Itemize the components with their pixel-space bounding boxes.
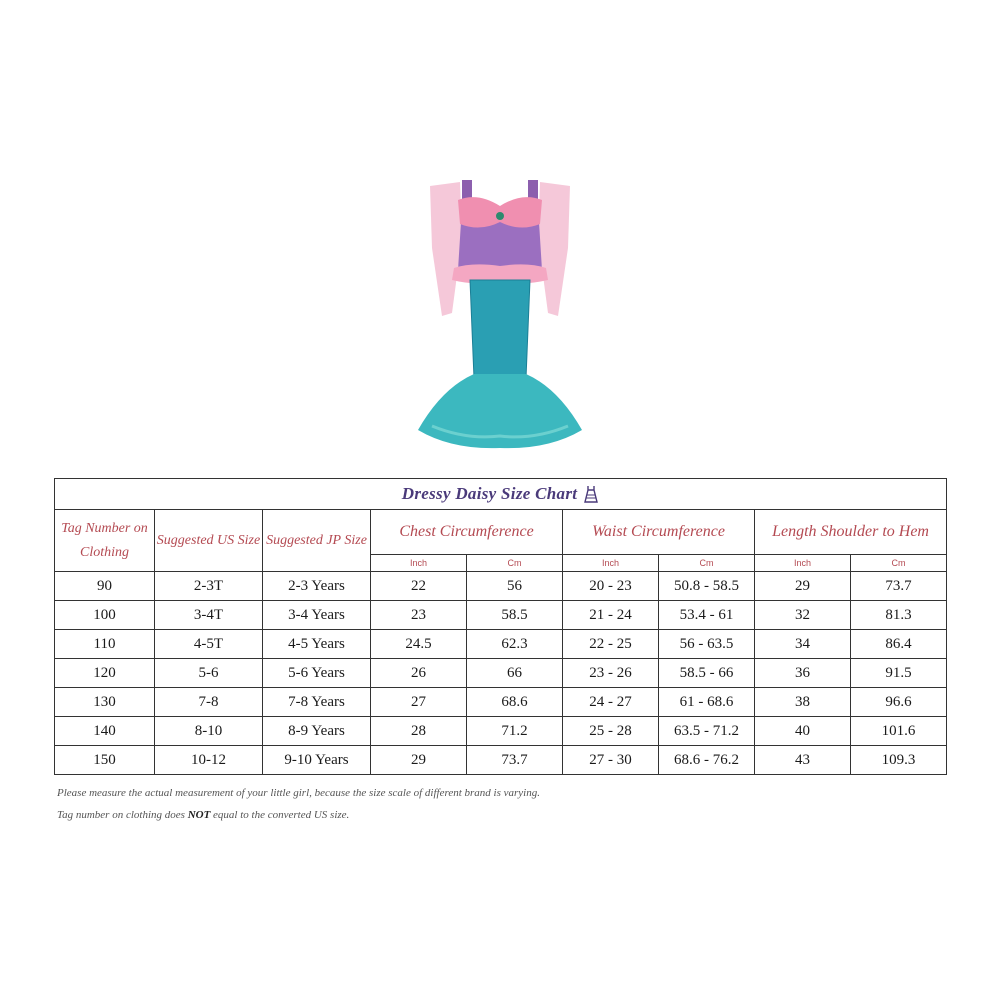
cell-length-inch: 40 bbox=[755, 717, 851, 746]
cell-waist-inch: 24 - 27 bbox=[563, 688, 659, 717]
unit-length-cm: Cm bbox=[851, 555, 947, 572]
cell-tag-number: 90 bbox=[55, 572, 155, 601]
table-row bbox=[55, 717, 947, 746]
chart-title: Dressy Daisy Size Chart bbox=[401, 484, 578, 503]
cell-us-size: 8-10 bbox=[155, 717, 263, 746]
cell-chest-cm: 68.6 bbox=[467, 688, 563, 717]
cell-jp-size: 3-4 Years bbox=[263, 601, 371, 630]
table-row bbox=[55, 746, 947, 775]
cell-jp-size: 9-10 Years bbox=[263, 746, 371, 775]
cell-waist-cm: 58.5 - 66 bbox=[659, 659, 755, 688]
cell-jp-size: 4-5 Years bbox=[263, 630, 371, 659]
cell-waist-cm: 61 - 68.6 bbox=[659, 688, 755, 717]
cell-waist-inch: 20 - 23 bbox=[563, 572, 659, 601]
cell-waist-cm: 68.6 - 76.2 bbox=[659, 746, 755, 775]
cell-jp-size: 8-9 Years bbox=[263, 717, 371, 746]
measure-note: Please measure the actual measurement of your little girl, because the size scale of different brand is varying. bbox=[57, 787, 540, 799]
cell-waist-inch: 22 - 25 bbox=[563, 630, 659, 659]
cell-chest-inch: 27 bbox=[371, 688, 467, 717]
cell-length-cm: 73.7 bbox=[851, 572, 947, 601]
size-chart-table bbox=[54, 478, 947, 775]
header-tag-number: Tag Number on Clothing bbox=[55, 510, 155, 572]
cell-us-size: 3-4T bbox=[155, 601, 263, 630]
cell-chest-cm: 56 bbox=[467, 572, 563, 601]
cell-jp-size: 2-3 Years bbox=[263, 572, 371, 601]
cell-chest-cm: 71.2 bbox=[467, 717, 563, 746]
cell-length-cm: 91.5 bbox=[851, 659, 947, 688]
cell-tag-number: 110 bbox=[55, 630, 155, 659]
product-image-mermaid-dress bbox=[412, 178, 588, 456]
cell-length-cm: 86.4 bbox=[851, 630, 947, 659]
cell-waist-inch: 25 - 28 bbox=[563, 717, 659, 746]
dress-icon bbox=[583, 485, 599, 503]
table-row bbox=[55, 630, 947, 659]
cell-tag-number: 100 bbox=[55, 601, 155, 630]
header-jp-size: Suggested JP Size bbox=[263, 510, 371, 572]
tag-note bbox=[57, 809, 349, 821]
unit-chest-cm: Cm bbox=[467, 555, 563, 572]
cell-jp-size: 7-8 Years bbox=[263, 688, 371, 717]
cell-waist-inch: 21 - 24 bbox=[563, 601, 659, 630]
chart-title-cell bbox=[55, 479, 947, 510]
cell-waist-inch: 27 - 30 bbox=[563, 746, 659, 775]
cell-waist-cm: 56 - 63.5 bbox=[659, 630, 755, 659]
cell-length-cm: 81.3 bbox=[851, 601, 947, 630]
tag-note-pre: Tag number on clothing does bbox=[57, 809, 188, 821]
cell-waist-inch: 23 - 26 bbox=[563, 659, 659, 688]
cell-length-inch: 34 bbox=[755, 630, 851, 659]
cell-waist-cm: 53.4 - 61 bbox=[659, 601, 755, 630]
cell-length-inch: 43 bbox=[755, 746, 851, 775]
cell-length-cm: 109.3 bbox=[851, 746, 947, 775]
unit-waist-cm: Cm bbox=[659, 555, 755, 572]
cell-chest-inch: 22 bbox=[371, 572, 467, 601]
size-chart-body bbox=[55, 572, 947, 775]
unit-waist-inch: Inch bbox=[563, 555, 659, 572]
cell-us-size: 10-12 bbox=[155, 746, 263, 775]
tag-note-emphasis: NOT bbox=[187, 809, 211, 821]
table-row bbox=[55, 601, 947, 630]
cell-chest-cm: 73.7 bbox=[467, 746, 563, 775]
unit-chest-inch: Inch bbox=[371, 555, 467, 572]
cell-length-cm: 96.6 bbox=[851, 688, 947, 717]
cell-length-cm: 101.6 bbox=[851, 717, 947, 746]
header-length: Length Shoulder to Hem bbox=[755, 510, 947, 555]
cell-chest-inch: 28 bbox=[371, 717, 467, 746]
cell-length-inch: 38 bbox=[755, 688, 851, 717]
cell-waist-cm: 63.5 - 71.2 bbox=[659, 717, 755, 746]
cell-tag-number: 120 bbox=[55, 659, 155, 688]
header-chest: Chest Circumference bbox=[371, 510, 563, 555]
cell-length-inch: 29 bbox=[755, 572, 851, 601]
cell-jp-size: 5-6 Years bbox=[263, 659, 371, 688]
unit-length-inch: Inch bbox=[755, 555, 851, 572]
tag-note-post: equal to the converted US size. bbox=[210, 809, 350, 821]
cell-tag-number: 130 bbox=[55, 688, 155, 717]
cell-tag-number: 150 bbox=[55, 746, 155, 775]
cell-chest-inch: 29 bbox=[371, 746, 467, 775]
cell-us-size: 5-6 bbox=[155, 659, 263, 688]
cell-chest-cm: 58.5 bbox=[467, 601, 563, 630]
cell-chest-cm: 66 bbox=[467, 659, 563, 688]
cell-chest-inch: 24.5 bbox=[371, 630, 467, 659]
cell-us-size: 2-3T bbox=[155, 572, 263, 601]
cell-us-size: 4-5T bbox=[155, 630, 263, 659]
cell-length-inch: 36 bbox=[755, 659, 851, 688]
cell-tag-number: 140 bbox=[55, 717, 155, 746]
cell-chest-inch: 26 bbox=[371, 659, 467, 688]
table-row bbox=[55, 572, 947, 601]
cell-length-inch: 32 bbox=[755, 601, 851, 630]
header-us-size: Suggested US Size bbox=[155, 510, 263, 572]
table-row bbox=[55, 659, 947, 688]
cell-chest-inch: 23 bbox=[371, 601, 467, 630]
cell-us-size: 7-8 bbox=[155, 688, 263, 717]
table-row bbox=[55, 688, 947, 717]
cell-chest-cm: 62.3 bbox=[467, 630, 563, 659]
header-waist: Waist Circumference bbox=[563, 510, 755, 555]
cell-waist-cm: 50.8 - 58.5 bbox=[659, 572, 755, 601]
